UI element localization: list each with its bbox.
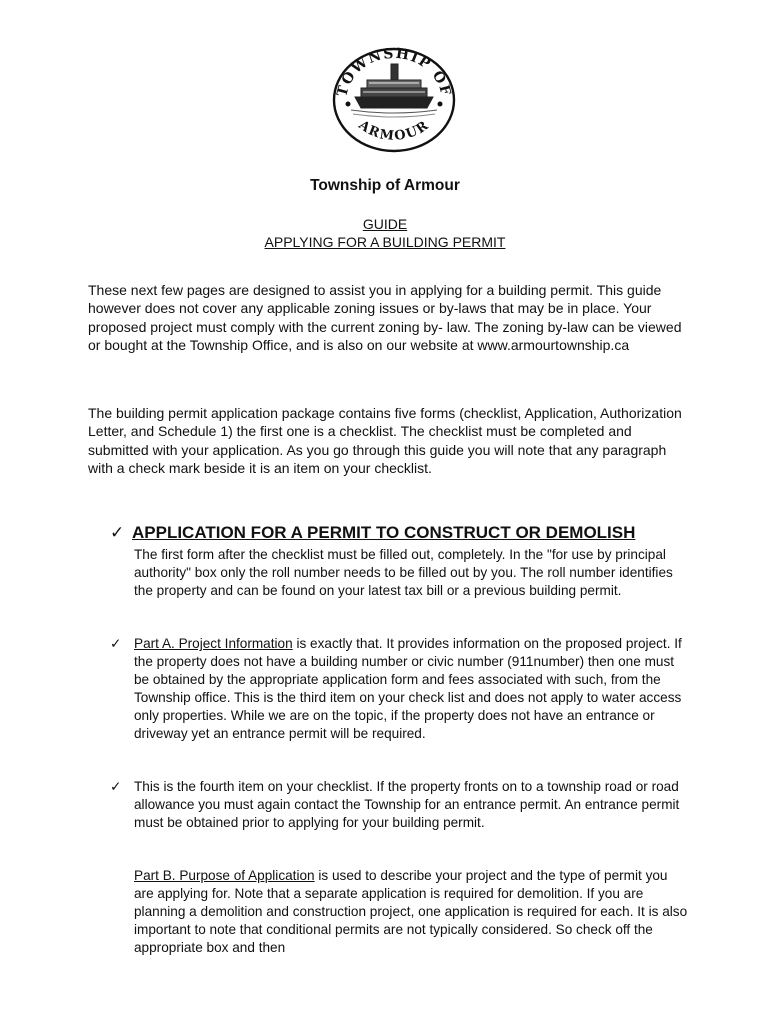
- svg-text:TOWNSHIP OF: TOWNSHIP OF: [334, 46, 454, 99]
- section-heading: [110, 523, 710, 543]
- township-logo: [331, 46, 457, 154]
- guide-label: GUIDE: [362, 216, 408, 232]
- checklist-item-part-a: [110, 635, 690, 742]
- part-a-heading: Part A. Project Information: [134, 636, 293, 651]
- part-b-paragraph: [110, 867, 690, 957]
- checklist-item-entrance-permit: [110, 778, 690, 832]
- document-title: Township of Armour: [310, 177, 460, 194]
- intro-paragraph-2: The building permit application package contains five forms (checklist, Application, Authorization Letter, and Schedule 1) the first one is a checklist. The checklist must be completed and submitted with your application. As you go through this guide you will note that any paragraph with a check mark beside it is an item on your checklist.: [88, 405, 682, 476]
- checklist-item-application: [110, 546, 690, 600]
- item-text: This is the fourth item on your checklist. If the property fronts on to a township road or road allowance you must again contact the Township for an entrance permit. An entrance permit must be obtained prior to applying for your building permit.: [134, 779, 680, 830]
- check-mark-icon: ✓: [110, 523, 125, 542]
- part-b-heading: Part B. Purpose of Application: [134, 868, 315, 883]
- intro-paragraph-1: These next few pages are designed to assist you in applying for a building permit. This guide however does not cover any applicable zoning issues or by-laws that may be in place. Your proposed project must comply with the current zoning by- law. The zoning by-law can be viewed or bought at the Township Office, and is also on our website at www.armourtownship.ca: [88, 282, 682, 353]
- check-mark-icon: ✓: [110, 779, 122, 794]
- item-text: is used to describe your project and the type of permit you are applying for. Note that a separate application is required for demolition. If you are planning a demolition and construction project, one application is required for each. It is also important to note that conditional permits are not typically considered. So check off the appropriate box and then: [134, 868, 688, 955]
- item-text: is exactly that. It provides information on the proposed project. If the property does not have a building number or civic number (911number) then one must be obtained by the appropriate application form and fees associated with such, from the Township office. This is the third item on your check list and does not apply to water access only properties. While we are on the topic, if the property does not have an entrance or driveway yet an entrance permit will be required.: [134, 636, 682, 741]
- item-text: The first form after the checklist must be filled out, completely. In the "for use by principal authority" box only the roll number needs to be filled out by you. The roll number identifies the property and can be found on your latest tax bill or a previous building permit.: [134, 547, 673, 598]
- guide-subtitle: APPLYING FOR A BUILDING PERMIT: [264, 234, 506, 250]
- check-mark-icon: ✓: [110, 636, 122, 651]
- section-heading-text: APPLICATION FOR A PERMIT TO CONSTRUCT OR DEMOLISH: [132, 523, 636, 542]
- svg-text:ARMOUR: ARMOUR: [355, 117, 433, 145]
